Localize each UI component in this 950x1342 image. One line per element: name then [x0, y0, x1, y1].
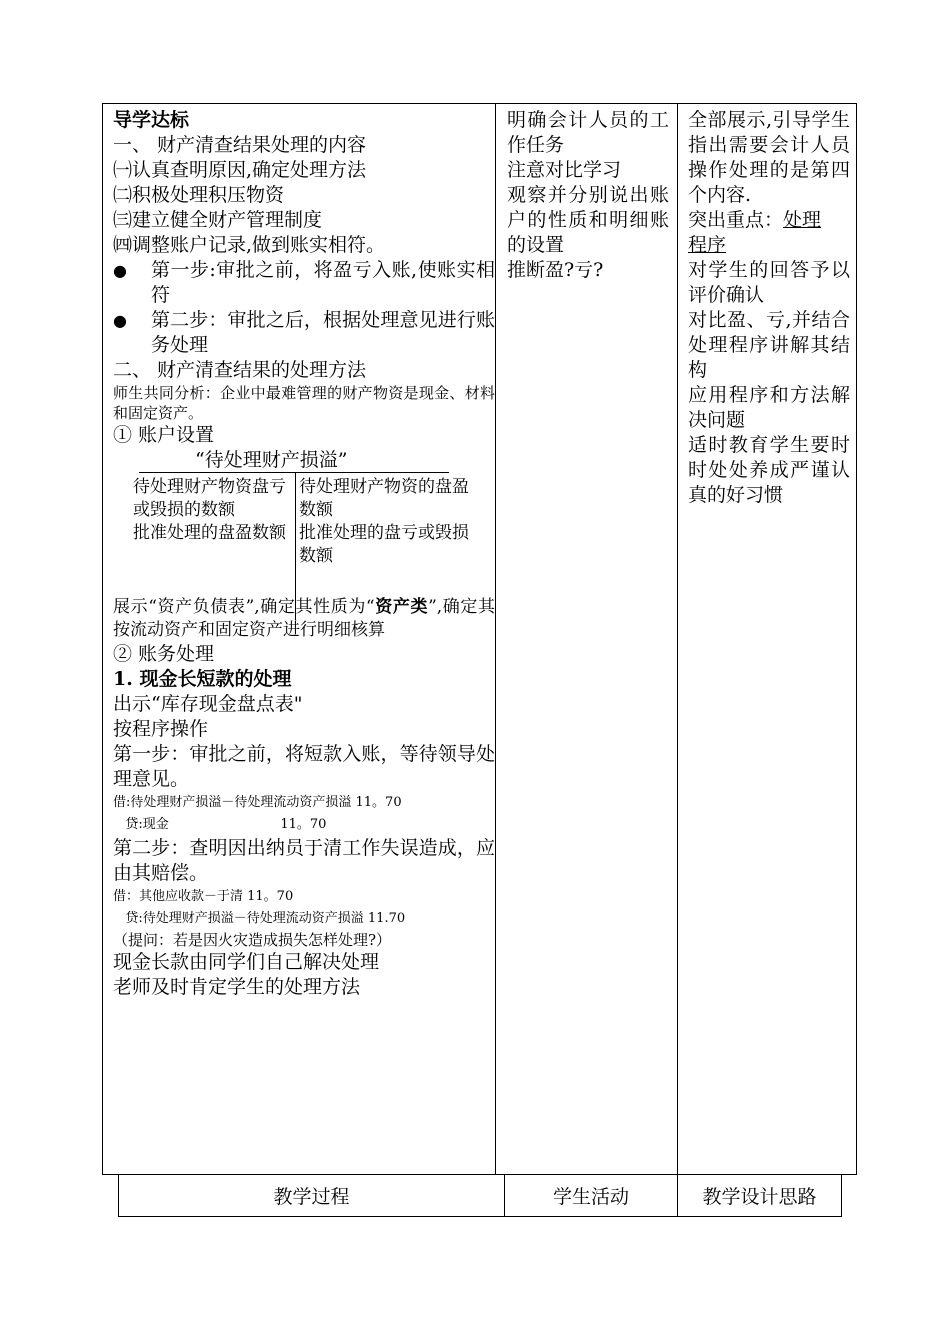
paragraph: 现金长款由同学们自己解决处理 — [113, 951, 380, 973]
t-account-credit-line: 待处理财产物资的盘盈数额 — [299, 477, 469, 520]
question-text: （提问：若是因火灾造成损失怎样处理?） — [113, 931, 392, 949]
t-account-diagram — [113, 448, 495, 596]
paragraph: 老师及时肯定学生的处理方法 — [113, 976, 361, 998]
design-item: 对学生的回答予以评价确认 — [688, 259, 850, 306]
paragraph: 按程序操作 — [113, 718, 209, 740]
note-text: 展示“资产负债表”,确定其性质为“ — [113, 597, 375, 617]
activity-item: 明确会计人员的工作任务 — [507, 109, 669, 156]
t-account-hline — [139, 472, 449, 473]
activity-item: 注意对比学习 — [507, 159, 622, 181]
note-bold-text: 资产类 — [374, 597, 429, 617]
t-account-debit-line: 批准处理的盘盈数额 — [133, 523, 286, 543]
journal-entry-debit: 借：其他应收款－于清 11。70 — [113, 889, 294, 904]
bullet-text: 第二步：审批之后，根据处理意见进行账务处理 — [151, 309, 495, 356]
activity-item: 观察并分别说出账户的性质和明细账的设置 — [507, 184, 669, 256]
design-item: 应用程序和方法解决问题 — [688, 384, 850, 431]
step-title: ① 账户设置 — [113, 424, 215, 446]
underlined-text: 处理 — [783, 209, 822, 231]
list-item: ㈣调整账户记录,做到账实相符。 — [113, 234, 386, 256]
column-divider — [677, 104, 678, 1174]
design-item: 对比盈、亏,并结合处理程序讲解其结构 — [688, 309, 850, 381]
journal-entry-credit: 贷:待处理财产损溢－待处理流动资产损溢 11.70 — [113, 911, 406, 926]
design-text: 突出重点： — [688, 209, 784, 231]
t-account-debit — [133, 476, 293, 545]
section-heading: 导学达标 — [113, 109, 190, 131]
header-design-idea: 教学设计思路 — [702, 1186, 817, 1208]
list-item: ㈠认真查明原因,确定处理方法 — [113, 159, 367, 181]
section-title: 一、 财产清查结果处理的内容 — [113, 134, 367, 156]
list-item: ㈡积极处理积压物资 — [113, 184, 285, 206]
bullet-item — [113, 258, 495, 308]
paragraph: 第二步：查明因出纳员于清工作失误造成，应由其赔偿。 — [113, 837, 495, 884]
t-account-credit-line: 批准处理的盘亏或毁损数额 — [299, 523, 469, 566]
design-item — [688, 208, 850, 258]
paragraph: 第一步：审批之前，将短款入账，等待领导处理意见。 — [113, 743, 495, 790]
header-student-activity: 学生活动 — [505, 1175, 678, 1216]
footer-header-row — [118, 1175, 842, 1217]
t-account-title: “待处理财产损溢” — [195, 449, 348, 471]
design-item: 全部展示,引导学生指出需要会计人员操作处理的是第四个内容. — [688, 109, 850, 206]
note-text: ”,确定其按流动资产和固定资产进行明细核算 — [113, 597, 495, 640]
analysis-text: 师生共同分析：企业中最难管理的财产物资是现金、材料和固定资产。 — [113, 384, 495, 422]
column-divider — [495, 104, 496, 1174]
journal-entry-debit: 借:待处理财产损溢－待处理流动资产损溢 11。70 — [113, 795, 402, 810]
list-item: ㈢建立健全财产管理制度 — [113, 209, 323, 231]
underlined-text: 程序 — [688, 234, 727, 256]
header-teaching-process: 教学过程 — [119, 1175, 505, 1216]
step-title: ② 账务处理 — [113, 643, 215, 665]
journal-entry-credit: 贷:现金 11。70 — [113, 817, 327, 832]
paragraph: 出示“库存现金盘点表" — [113, 693, 303, 715]
bullet-icon: ● — [113, 261, 127, 280]
bullet-icon: ● — [113, 311, 127, 330]
bullet-item — [113, 308, 495, 358]
design-idea-column — [688, 108, 850, 508]
subtitle: 1. 现金长短款的处理 — [113, 668, 292, 690]
balance-sheet-note — [113, 596, 495, 642]
teaching-process-column — [113, 108, 495, 1000]
t-account-debit-line: 待处理财产物资盘亏或毁损的数额 — [133, 477, 286, 520]
activity-item: 推断盈?亏? — [507, 259, 604, 281]
student-activity-column — [507, 108, 669, 283]
lesson-table — [102, 103, 857, 1175]
bullet-text: 第一步:审批之前，将盈亏入账,使账实相符 — [151, 259, 495, 306]
section-title: 二、 财产清查结果的处理方法 — [113, 359, 367, 381]
design-item: 适时教育学生要时时处处养成严谨认真的好习惯 — [688, 434, 850, 506]
t-account-credit — [299, 476, 469, 568]
